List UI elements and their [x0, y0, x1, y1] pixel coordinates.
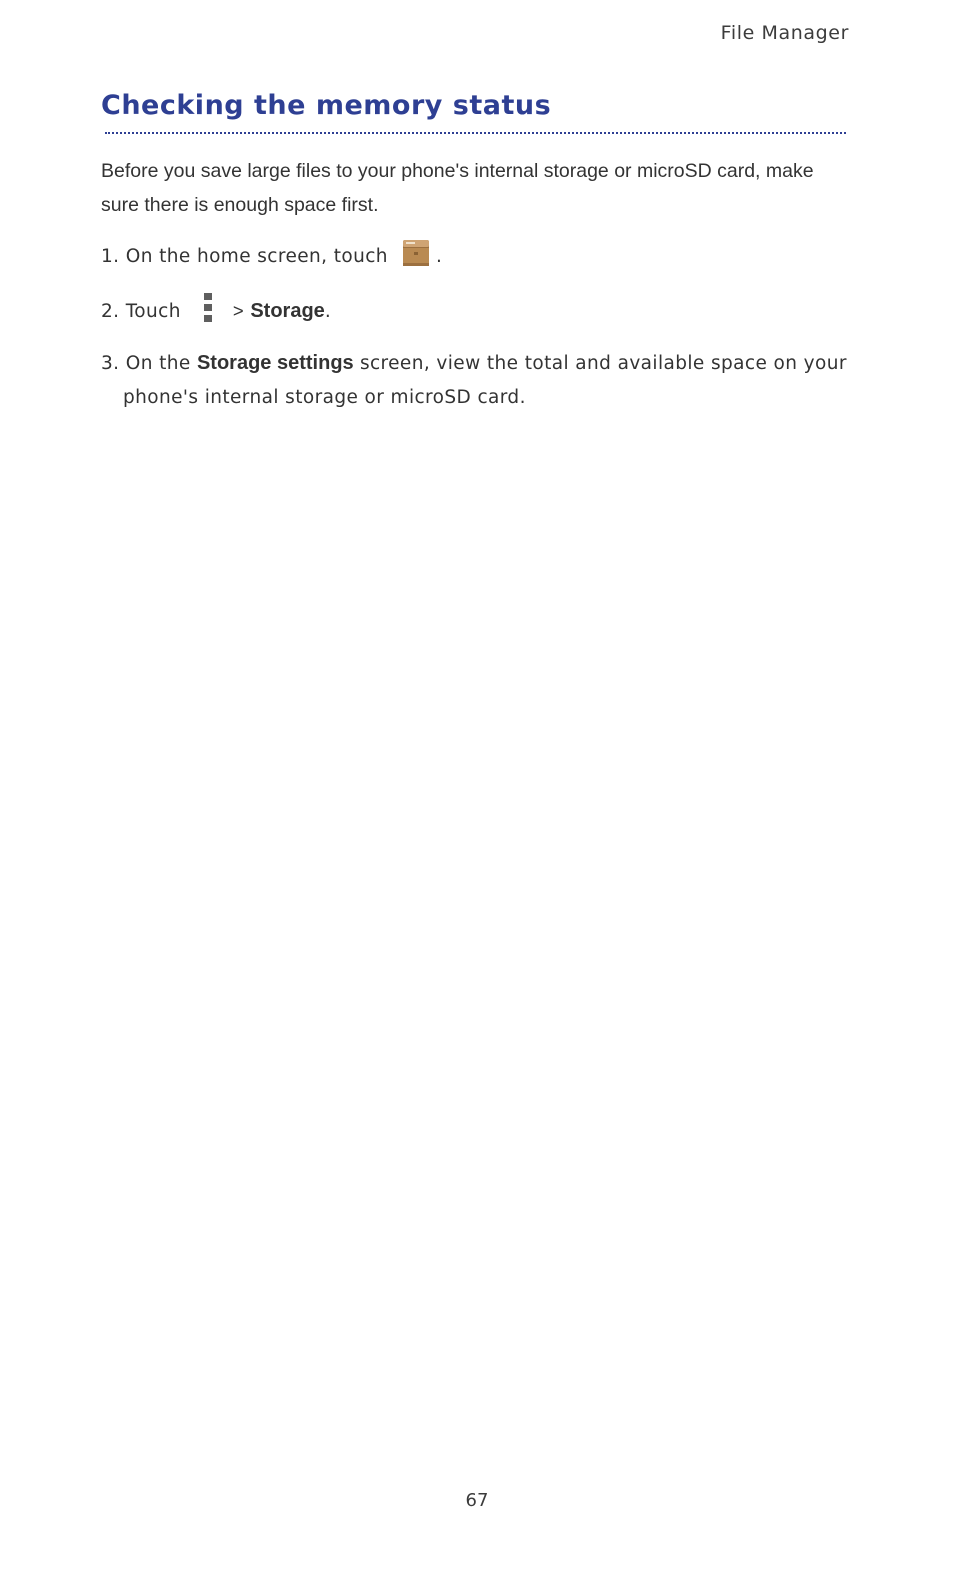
page-number: 67	[465, 1490, 489, 1511]
step-1	[101, 246, 442, 267]
running-header: File Manager	[720, 22, 849, 44]
section-title: Checking the memory status	[101, 90, 552, 121]
menu-path-separator: >	[232, 300, 245, 321]
intro-paragraph: Before you save large files to your phone's internal storage or microSD card, make sure there is enough space first.	[101, 160, 814, 216]
step-text: Touch	[125, 301, 181, 322]
storage-settings-label: Storage settings	[196, 352, 354, 374]
step-number: 1.	[101, 246, 120, 267]
step-text: On the	[125, 353, 191, 374]
step-text-end: .	[324, 301, 332, 322]
more-vertical-icon	[203, 293, 213, 323]
step-2	[101, 300, 331, 323]
step-text-end: screen, view the total and available space on your phone's internal storage or microSD card.	[123, 353, 847, 408]
step-text: On the home screen, touch	[125, 246, 388, 267]
storage-option-label: Storage	[250, 300, 325, 322]
title-divider	[105, 132, 846, 134]
step-3	[101, 346, 863, 415]
step-text-end: .	[435, 246, 443, 267]
file-manager-icon	[402, 239, 430, 267]
step-number: 3.	[101, 353, 120, 374]
step-number: 2.	[101, 301, 120, 322]
